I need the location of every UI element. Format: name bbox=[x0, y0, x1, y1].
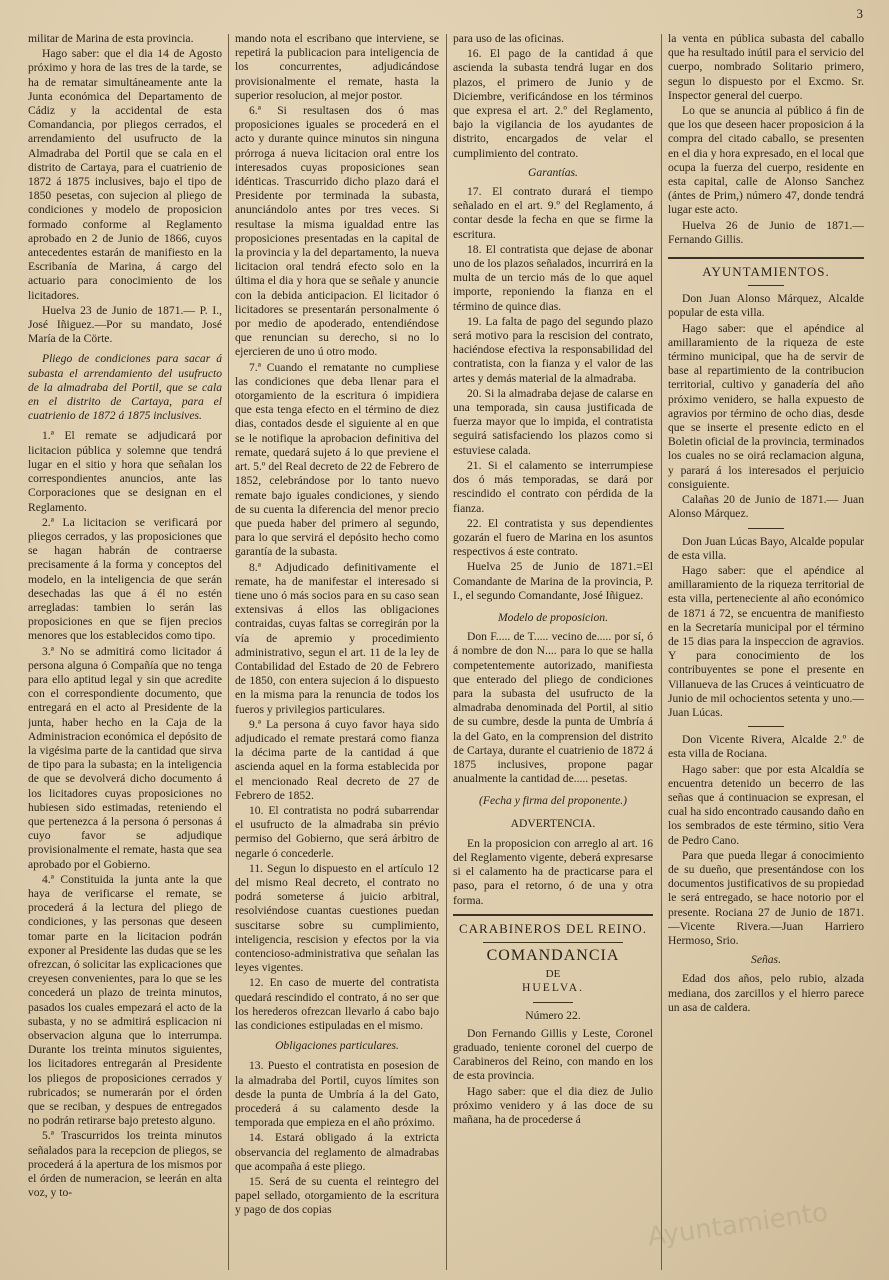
section-title: HUELVA. bbox=[522, 981, 584, 995]
paragraph: 16. El pago de la cantidad á que ascienda la subasta tendrá lugar en dos plazos, el primero de Junio y de Diciembre, verificándose en los términos que expresa el art. 2.º del Reglamento, bajo la vigilancia de los ayudantes de distrito, encargados de velar el cumplimiento del contrato. bbox=[453, 47, 653, 160]
paragraph: 8.ª Adjudicado definitivamente el remate, ha de manifestar el interesado si tiene uno ó más socios para en su caso sean extensivas á ellos las obligaciones contraidas, cuyas faltas se corregirán por la vía de apremio y procedimiento administrativo, segun el art. 11 de la ley de Contabilidad del Estado de 20 de Febrero de 1850, con entera sujecion á lo dispuesto en la misma para la renuncia de todos los fueros y privilegios particulares. bbox=[235, 560, 439, 716]
paragraph: Lo que se anuncia al público á fin de que los que deseen hacer proposicion á la compra del citado caballo, se presenten en el dia y hora expresado, en el local que ocupa la fuerza del cuerpo, residente en esta capital, calle de Alonso Sanchez (ántes de Prim,) número 47, donde tendrá lugar este acto. bbox=[668, 104, 864, 217]
paragraph: Don Fernando Gillis y Leste, Coronel graduado, teniente coronel del cuerpo de Carabineros del Reino, con mando en los de esta provincia. bbox=[453, 1026, 653, 1083]
paragraph: 21. Si el calamento se interrumpiese dos ó más temporadas, se dará por rescindido el contrato con pérdida de la fianza. bbox=[453, 458, 653, 515]
paragraph: 12. En caso de muerte del contratista quedará rescindido el contrato, á no ser que los herederos ofrezcan llevarlo á cabo bajo las condiciones estipuladas en el mismo. bbox=[235, 976, 439, 1033]
divider bbox=[533, 1002, 573, 1003]
paragraph: 1.ª El remate se adjudicará por licitacion pública y solemne que tendrá lugar en el sitio y hora que señalan los correspondientes anuncios, ante las Corporaciones que se designan en el Reglamento. bbox=[28, 429, 222, 514]
paragraph: Edad dos años, pelo rubio, alzada mediana, dos zarcillos y el hierro parece un asa de caldera. bbox=[668, 972, 864, 1014]
signature-paragraph: Calañas 20 de Junio de 1871.— Juan Alonso Márquez. bbox=[668, 493, 864, 521]
column-1 bbox=[28, 32, 222, 1272]
section-title: Pliego de condiciones para sacar á subasta el arrendamiento del usufructo de la almadraba del Portil, que se cala en el distrito de Cartaya, para el cuatrienio de 1872 á 1875 inclusives. bbox=[28, 352, 222, 423]
column-4 bbox=[668, 32, 864, 1272]
paragraph: 17. El contrato durará el tiempo señalado en el art. 9.º del Reglamento, á contar desde la fecha en que se firme la escritura. bbox=[453, 185, 653, 241]
column-rule bbox=[661, 34, 662, 1270]
divider bbox=[748, 285, 784, 286]
column-2 bbox=[235, 32, 439, 1272]
section-heading: Garantías. bbox=[528, 165, 578, 179]
section-heading: Obligaciones particulares. bbox=[275, 1039, 399, 1053]
paragraph: 11. Segun lo dispuesto en el artículo 12 del mismo Real decreto, el contrato no podrá someterse á juicio arbitral, resolviéndose cuantas cuestiones puedan suscitarse sobre su cumplimiento, inteligencia, rescision y efectos por la via contencioso-administrativa que señalan las leyes vigentes. bbox=[235, 861, 439, 975]
paragraph: 4.ª Constituida la junta ante la que haya de verificarse el remate, se procederá á la lectura del pliego de condiciones, y las personas que deseen tomar parte en la licitacion podrán exponer al Presidente las dudas que se les ofrezcan, ó solicitar las explicaciones que creyesen convenientes, para lo que se les concederá un plazo de treinta minutos, pasados los cuales empezará el acto de la subasta, y no se admitirá esplicacion ni observacion alguna que lo interrumpa. Durante los treinta minutos siguientes, los licitadores entregarán al Presidente los pliegos de proposiciones cerrados y rubricados; se numerarán por el órden que se reciban, y despues de entregados no podrán retirarse bajo pretesto alguno. bbox=[28, 872, 222, 1128]
paragraph: 3.ª No se admitirá como licitador á persona alguna ó Compañía que no tenga para ello aptitud legal y sin que acredite con el correspondiente documento, que entregará en el acto al Presidente de la junta, haber hecho en la Caja de la Administracion económica el depósito de la vigésima parte de la cantidad que sirva de tipo para la subasta; en la inteligencia de que se devolverá dicho documento á los licitadores cuyas proposiciones no hubiesen sido estimadas, reteniendo el que pertenezca á la persona ó personas á cuyo favor se adjudique provisionalmente el remate, hasta que sea aprobado por el Gobierno. bbox=[28, 644, 222, 871]
paragraph: 15. Será de su cuenta el reintegro del papel sellado, otorgamiento de la escritura y pago de dos copias bbox=[235, 1175, 439, 1217]
divider bbox=[453, 914, 653, 916]
section-title: CARABINEROS DEL REINO. bbox=[459, 920, 647, 936]
paragraph: Para que pueda llegar á conocimiento de su dueño, que presentándose con los documentos justificativos de su propiedad le será entregado, se hace notorio por el presente. Rociana 27 de Junio de 1871. —Vicente Rivera.—Juan Harriero Hermoso, Srio. bbox=[668, 848, 864, 947]
signature-paragraph: Huelva 23 de Junio de 1871.— P. I., José Iñiguez.—Por su mandato, José María de la Cörte. bbox=[28, 303, 222, 346]
paragraph: En la proposicion con arreglo al art. 16 del Reglamento vigente, deberá expresarse si el calamento ha de practicarse para el paso, para el retorno, ó de una y otra forma. bbox=[453, 836, 653, 907]
paragraph: 19. La falta de pago del segundo plazo será motivo para la rescision del contrato, haciéndose efectiva la responsabilidad del contratista, con la fianza y el valor de las artes y demás material de la almadraba. bbox=[453, 314, 653, 385]
paragraph: Hago saber: que por esta Alcaldía se encuentra detenido un becerro de las señas que á continuacion se expresan, el cual ha sido encontrado causando daño en los sembrados de este término, sitio Vera de Pedro Cano. bbox=[668, 762, 864, 847]
paragraph: Hago saber: que el dia 14 de Agosto próximo y hora de las tres de la tarde, se ha de rematar simultáneamente ante la Junta económica del Departamento de Cádiz y la accidental de esta Comandancia, por pliegos cerrados, el arrendamiento del usufructo de la Almadraba del Portil que se cala en el distrito de Cartaya, para el cuatrienio de 1872 á 1875 inclusives, bajo el tipo de 1850 pesetas, con sujecion al pliego de condiciones y modelo de proposicion formado conforme al Reglamento aprobado en 2 de Junio de 1866, cuyos antecedentes estarán de manifiesto en la Escribanía de Marina, á cargo del actuario para conocimiento de los licitadores. bbox=[28, 47, 222, 302]
signature-line: (Fecha y firma del proponente.) bbox=[479, 794, 627, 808]
paragraph: Hago saber: que el dia diez de Julio próximo venidero y á las doce de su mañana, ha de procederse á bbox=[453, 1084, 653, 1127]
paragraph: Hago saber: que el apéndice al amillaramiento de la riqueza de este término municipal, que ha de servir de base al repartimiento de la contribucion territorial, cultivo y ganadería del año próximo venidero, se halla expuesto de agravios por término de ocho dias, desde que se inserte el presente edicto en el Boletin oficial de la provincia, terminados los cuales no se oirá reclamacion alguna, y parará á los interesados el perjuicio consiguiente. bbox=[668, 321, 864, 491]
section-heading: Modelo de proposicion. bbox=[497, 610, 609, 624]
paragraph: Don Juan Alonso Márquez, Alcalde popular de esta villa. bbox=[668, 292, 864, 320]
paragraph: 5.ª Trascurridos los treinta minutos señalados para la recepcion de pliegos, se procederá á la apertura de los mismos por el órden de numeracion, se leerán en alta voz, y to- bbox=[28, 1129, 222, 1200]
paragraph: 7.ª Cuando el rematante no cumpliese las condiciones que deba llenar para el otorgamiento de la escritura ó impidiera que esta tenga efecto en el término de diez dias, contados desde el siguiente al en que se le notifique la aprobacion definitiva del remate, quedará sujeto á lo que previene el art. 5.º del Real decreto de 22 de Febrero de 1852, celebrándose por lo tanto nuevo remate bajo iguales condiciones, y siendo de su cuenta la diferencia del menor precio que pueda haber del primero al segundo, para lo que servirá el depósito hecho como garantía de la subasta. bbox=[235, 360, 439, 559]
paragraph: 2.ª La licitacion se verificará por pliegos cerrados, y las proposiciones que se hagan habrán de contraerse precisamente á la forma y conceptos del modelo, en la inteligencia de que serán desechadas las que á él no estén arregladas: tambien lo serán las proposiciones en que se fijen precios menores que los establecidos como tipo. bbox=[28, 515, 222, 643]
paragraph: para uso de las oficinas. bbox=[453, 32, 565, 45]
paragraph: 13. Puesto el contratista en posesion de la almadraba del Portil, cuyos límites son desde la punta de Umbría á la del Gato, procederá á su calamento desde la temporada que empieza en el año próximo. bbox=[235, 1059, 439, 1130]
watermark: Ayuntamiento bbox=[646, 1197, 831, 1253]
column-rule bbox=[228, 34, 229, 1270]
signature-paragraph: Huelva 26 de Junio de 1871.— Fernando Gillis. bbox=[668, 218, 864, 246]
section-title: COMANDANCIA bbox=[486, 946, 620, 964]
section-title: AYUNTAMIENTOS. bbox=[702, 264, 830, 280]
divider bbox=[668, 257, 864, 259]
section-number: Número 22. bbox=[525, 1008, 581, 1022]
paragraph: la venta en pública subasta del caballo que ha resultado inútil para el servicio del cuerpo, nombrado Solitario primero, segun lo dispuesto por el Excmo. Sr. Inspector general del cuerpo. bbox=[668, 32, 864, 102]
paragraph: Don Vicente Rivera, Alcalde 2.º de esta villa de Rociana. bbox=[668, 733, 864, 761]
column-rule bbox=[446, 34, 447, 1270]
section-title: DE bbox=[545, 968, 561, 981]
divider bbox=[483, 942, 623, 943]
paragraph: Hago saber: que el apéndice al amillaramiento de la riqueza territorial de esta villa, perteneciente al año económico de 1871 á 72, se encuentra de manifiesto en la Secretaría municipal por el término de 15 dias para la inspeccion de agravios. Y para conocimiento de los contribuyentes se pone el presente en Villanueva de las Cruces á veinticuatro de Junio de mil ochocientos setenta y uno.—Juan Lúcas. bbox=[668, 563, 864, 719]
paragraph: 18. El contratista que dejase de abonar uno de los plazos señalados, incurrirá en la multa de un tercio más de lo que aquel importe, reponiendo la fianza en el término de quince dias. bbox=[453, 242, 653, 313]
divider bbox=[748, 528, 784, 529]
paragraph: 14. Estará obligado á la extricta observancia del reglamento de almadrabas que acompaña á este pliego. bbox=[235, 1131, 439, 1173]
paragraph: 10. El contratista no podrá subarrendar el usufructo de la almadraba sin prévio permiso del Gobierno, que será árbitro de negarle ó concederle. bbox=[235, 803, 439, 860]
page-number: 3 bbox=[856, 6, 863, 21]
section-heading: ADVERTENCIA. bbox=[510, 816, 596, 830]
paragraph: militar de Marina de esta provincia. bbox=[28, 32, 194, 45]
paragraph: 22. El contratista y sus dependientes gozarán el fuero de Marina en los asuntos respectivos á este contrato. bbox=[453, 516, 653, 559]
paragraph: Don Juan Lúcas Bayo, Alcalde popular de esta villa. bbox=[668, 534, 864, 562]
section-heading: Señas. bbox=[751, 953, 781, 967]
paragraph: 9.ª La persona á cuyo favor haya sido adjudicado el remate prestará como fianza la décima parte de la cantidad á que ascienda aquel en la forma establecida por el mencionado Real decreto de 27 de Febrero de 1852. bbox=[235, 717, 439, 802]
paragraph: mando nota el escribano que interviene, se repetirá la publicacion para inteligencia de los concurrentes, adjudicándose provisionalmente el remate, hasta la superior resolucion, al mejor postor. bbox=[235, 32, 439, 102]
column-3 bbox=[453, 32, 653, 1272]
paragraph: 20. Si la almadraba dejase de calarse en una temporada, sin causa justificada de fuerza mayor que lo impida, el contratista seguirá satisfaciendo los plazos como si estuviese calada. bbox=[453, 386, 653, 457]
paragraph: 6.ª Si resultasen dos ó mas proposiciones iguales se procederá en el acto y durante quince minutos sin ninguna prórroga á nueva licitacion oral entre los interesados cuyas proposiciones sean idénticas. Trascurrido dicho plazo dará el Presidente por terminada la subasta, anunciándolo antes por tres veces. Si resultase la misma igualdad entre las proposiciones presentadas en la capital de la provincia y la del departamento, la nueva licitacion oral tendrá efecto solo en la última el dia y hora que se señale y anuncie con la debida anticipacion. El licitador ó licitadores se presentarán personalmente ó por medio de apoderado, entendiéndose que renuncian su derecho, si no lo ejercieren de uno ú otro modo. bbox=[235, 104, 439, 359]
paragraph: Don F..... de T..... vecino de..... por sí, ó á nombre de don N.... para lo que se halla competentemente autorizado, manifiesta que enterado del pliego de condiciones para la subasta del usufructo de la almadraba denominada del Portil, al sitio de su cumbre, desde la punta de Umbría á la del Gato, en la comprension del distrito de Cartaya, durante el cuatrienio de 1872 á 1875 inclusives, propone pagar anualmente la cantidad de..... pesetas. bbox=[453, 630, 653, 786]
divider bbox=[748, 726, 784, 727]
signature-paragraph: Huelva 25 de Junio de 1871.=El Comandante de Marina de la provincia, P. I., el segundo Comandante, José Iñiguez. bbox=[453, 560, 653, 602]
